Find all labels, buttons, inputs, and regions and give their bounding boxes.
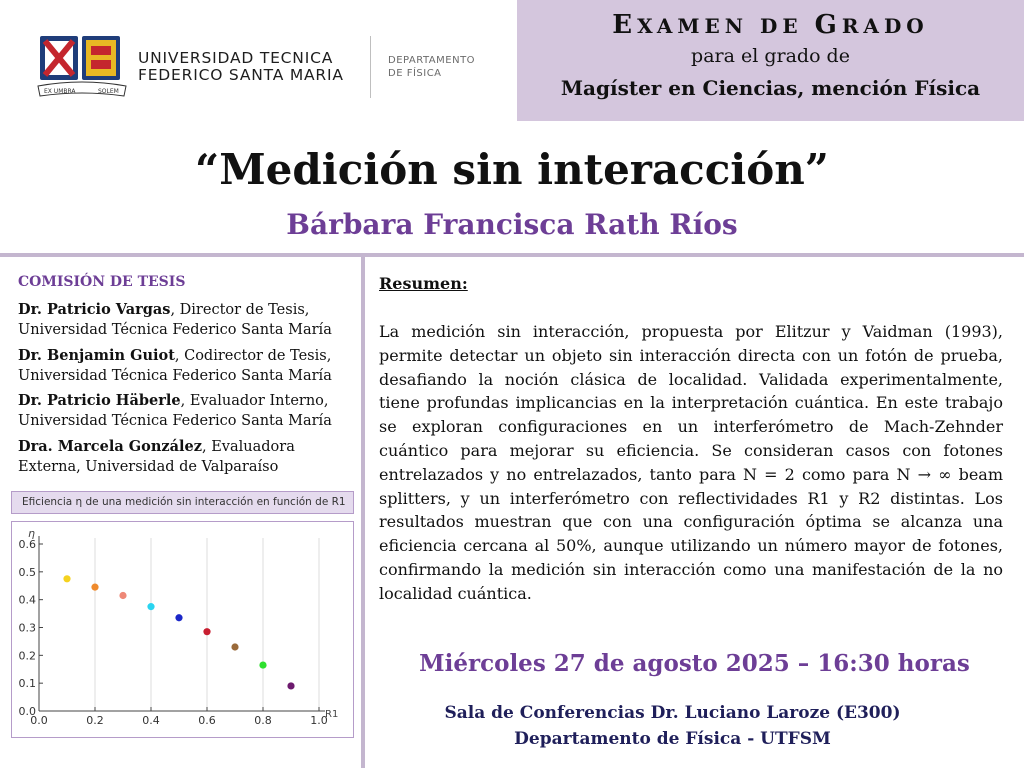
event-department: Departamento de Física - UTFSM xyxy=(514,729,831,749)
data-point xyxy=(91,584,98,591)
chart-caption xyxy=(11,491,354,514)
abstract-text: La medición sin interacción, propuesta por Elitzur y Vaidman (1993), permite detectar un objeto sin interacción directa con un fotón de prueba, desafiando la noción clásica de localidad. Validada experimentalmente, tiene profundas implicancias en la interpretación cuántica. En este trabajo se exploran configuraciones en un interferómetro de Mach-Zehnder cuántico para mejorar su eficiencia. Se consideran casos con fotones entrelazados y no entrelazados, tanto para N = 2 como para N → ∞ beam splitters, y un interferómetro con reflectividades R1 y R2 distintas. Los resultados muestran que con una configuración óptima se alcanza una eficiencia cercana al 50%, aunque utilizando un número mayor de fotones, confirmando la medición sin interacción como una manifestación de la no localidad cuántica. xyxy=(379,322,1003,603)
y-tick-label: 0.0 xyxy=(18,705,36,718)
x-tick-label: 0.6 xyxy=(198,714,216,727)
y-axis-label: η xyxy=(28,527,35,540)
thesis-title: “Medición sin interacción” xyxy=(195,145,829,194)
x-axis-label: R1 xyxy=(325,709,339,720)
university-crest-icon xyxy=(36,34,128,100)
department-name-line1: DEPARTAMENTO xyxy=(388,55,476,66)
data-point xyxy=(119,592,126,599)
x-tick-label: 0.2 xyxy=(86,714,104,727)
commission-member xyxy=(18,437,358,477)
member-affiliation: Externa, Universidad de Valparaíso xyxy=(18,459,279,475)
member-role: , Codirector de Tesis, xyxy=(174,348,332,364)
motto-left: EX UMBRA xyxy=(44,88,76,95)
data-point xyxy=(175,614,182,621)
event-date: Miércoles 27 de agosto 2025 – 16:30 horas xyxy=(419,650,970,677)
member-affiliation: Universidad Técnica Federico Santa María xyxy=(18,368,332,384)
abstract-title: Resumen: xyxy=(379,274,468,293)
member-name: Dr. Benjamin Guiot xyxy=(18,347,175,364)
y-tick-label: 0.5 xyxy=(18,565,36,579)
motto-right: SOLEM xyxy=(98,88,119,95)
chart-grid xyxy=(95,538,319,711)
y-tick-label: 0.1 xyxy=(18,677,36,691)
university-name-line2: FEDERICO SANTA MARIA xyxy=(138,66,344,84)
y-tick-label: 0.6 xyxy=(18,538,36,551)
member-name: Dr. Patricio Häberle xyxy=(18,392,181,409)
data-point xyxy=(231,643,238,650)
university-name-line1: UNIVERSIDAD TECNICA xyxy=(138,49,334,67)
x-tick-label: 0.4 xyxy=(142,714,160,727)
member-role: , Evaluadora xyxy=(202,439,295,455)
horizontal-divider xyxy=(0,253,1024,257)
member-name: Dr. Patricio Vargas xyxy=(18,301,171,318)
commission-member xyxy=(18,346,358,386)
data-point xyxy=(203,628,210,635)
degree-name: Magíster en Ciencias, mención Física xyxy=(560,76,981,100)
member-name: Dra. Marcela González xyxy=(18,438,202,455)
vertical-divider xyxy=(361,257,365,768)
exam-subtitle: para el grado de xyxy=(691,45,850,67)
y-tick-label: 0.3 xyxy=(18,621,36,635)
commission-member xyxy=(18,300,358,340)
abstract-body xyxy=(379,320,1003,606)
x-tick-label: 0.0 xyxy=(30,714,48,727)
member-affiliation: Universidad Técnica Federico Santa María xyxy=(18,413,332,429)
member-role: , Evaluador Interno, xyxy=(180,393,329,409)
chart-caption-text: Eficiencia η de una medición sin interacción en función de R1 xyxy=(22,496,346,508)
author-name: Bárbara Francisca Rath Ríos xyxy=(286,208,738,241)
data-point xyxy=(287,682,294,689)
department-name xyxy=(388,54,475,80)
chart-ticks xyxy=(19,538,328,727)
chart-points xyxy=(63,575,294,689)
x-tick-label: 0.8 xyxy=(254,714,272,727)
commission-member xyxy=(18,391,358,431)
department-name-line2: DE FÍSICA xyxy=(388,68,442,79)
y-tick-label: 0.2 xyxy=(18,649,36,663)
member-affiliation: Universidad Técnica Federico Santa María xyxy=(18,322,332,338)
data-point xyxy=(259,661,266,668)
y-tick-label: 0.4 xyxy=(18,593,36,607)
commission-title: COMISIÓN DE TESIS xyxy=(18,274,186,290)
chart-axes xyxy=(39,536,325,711)
member-role: , Director de Tesis, xyxy=(170,302,310,318)
logo-divider xyxy=(370,36,371,98)
university-name xyxy=(138,50,344,84)
exam-header-box xyxy=(517,0,1024,121)
chart-container xyxy=(11,521,354,738)
exam-title: EXAMEN DE GRADO xyxy=(612,10,929,40)
data-point xyxy=(63,575,70,582)
efficiency-chart xyxy=(12,522,353,737)
event-venue: Sala de Conferencias Dr. Luciano Laroze (E300) xyxy=(444,703,901,723)
data-point xyxy=(147,603,154,610)
x-tick-label: 1.0 xyxy=(310,714,328,727)
